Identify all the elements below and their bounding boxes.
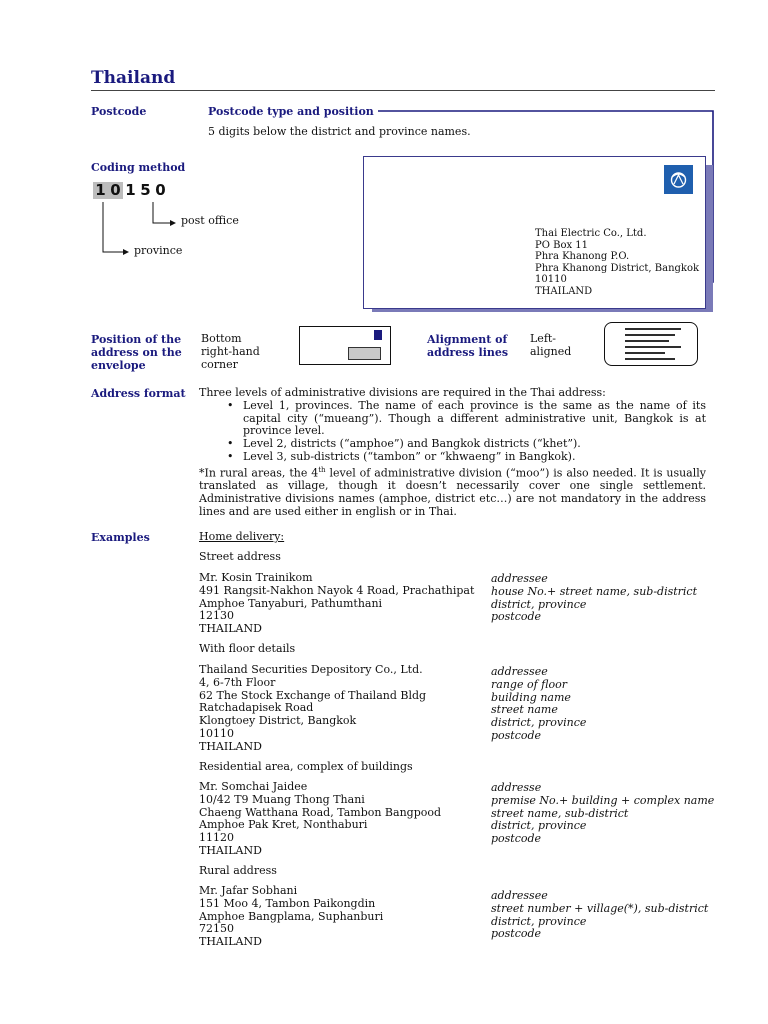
example-address-residential [199,781,441,858]
note-line: range of floor [491,677,567,691]
note-line: district, province [491,716,587,730]
alignment-value [530,333,571,359]
note-line: street number + village(*), sub-district [491,901,709,915]
position-label-line: envelope [91,359,146,372]
rural-note: *In rural areas, the 4th level of administrative division (“moo”) is also needed. It is usually translated as village, though it doesn’t necessarily cover one single settlement. Administrative divisions names (amphoe, district etc…) are not mandatory in the address lines and are used either in english or in Thai. [199,465,706,518]
address-line: Amphoe Pak Kret, Nonthaburi [199,818,368,832]
address-line: Mr. Jafar Sobhani [199,884,298,897]
digit-province-1: 1 [93,182,108,199]
example-heading-floor: With floor details [199,642,296,655]
address-line: Klongtoey District, Bangkok [199,714,357,728]
title-rule [91,90,715,91]
address-line: Amphoe Tanyaburi, Pathumthani [199,596,383,610]
province-label: province [134,244,183,257]
envelope-position-icon [299,326,391,365]
example-heading-street: Street address [199,550,281,563]
address-line: 491 Rangsit-Nakhon Nayok 4 Road, Prachathipat [199,583,475,597]
position-value [201,333,260,371]
alignment-icon [604,322,698,366]
left-align-lines-icon [605,323,697,365]
example-address-rural [199,885,383,949]
digit-office-1: 1 [125,181,136,199]
alignment-value-line: aligned [530,344,572,358]
address-format-intro: Three levels of administrative divisions are required in the Thai address: [199,386,606,399]
note-line: addressee [491,889,548,902]
example-address-street [199,572,474,636]
address-line: THAILAND [199,622,262,636]
note-line: postcode [491,728,542,742]
example-notes-street [491,573,697,624]
position-label [91,333,182,372]
note-line: street name [491,703,558,717]
address-line: THAILAND [199,935,262,949]
address-line: Ratchadapisek Road [199,701,314,715]
note-line: district, province [491,597,587,611]
example-notes-residential [491,782,714,846]
post-office-label: post office [181,214,239,227]
note-line: addressee [491,665,548,678]
note-line: street name, sub-district [491,806,629,820]
alignment-label-line: address lines [427,346,509,359]
note-line: postcode [491,832,542,846]
digit-province-2: 0 [108,182,123,199]
admin-level-item: • Level 3, sub-districts (“tambon” or “khwaeng” in Bangkok). [227,449,576,463]
position-value-line: Bottom [201,332,242,345]
envelope-address-block [535,228,699,298]
digit-office-2: 5 [140,181,151,199]
address-line: THAILAND [199,843,262,857]
address-line: Chaeng Watthana Road, Tambon Bangpood [199,805,442,819]
address-line: 12130 [199,609,234,623]
envelope-illustration [363,156,706,309]
example-heading-residential: Residential area, complex of buildings [199,760,413,773]
address-line: Amphoe Bangplama, Suphanburi [199,909,384,923]
note-line: postcode [491,927,542,941]
home-delivery-heading: Home delivery: [199,530,285,543]
position-label-line: Position of the [91,333,182,346]
example-notes-rural [491,890,708,941]
bullet-icon: • [227,437,234,451]
note-line: building name [491,690,571,704]
address-line: Thailand Securities Depository Co., Ltd. [199,663,423,676]
address-line: 151 Moo 4, Tambon Paikongdin [199,896,376,910]
alignment-value-line: Left- [530,332,557,345]
note-line: house No.+ street name, sub-district [491,584,698,598]
position-label-line: address on the [91,346,182,359]
digit-office-3: 0 [155,181,166,199]
admin-level-item: • Level 1, provinces. The name of each province is the same as the name of its capital city (“mueang”). Though a different administrative unit, Bangkok is at province level. [227,398,706,438]
envelope-address-line: Phra Khanong District, Bangkok [535,262,700,274]
address-line: Mr. Somchai Jaidee [199,780,308,793]
address-block-mark [348,347,381,360]
position-value-line: corner [201,357,238,371]
admin-level-item: • Level 2, districts (“amphoe”) and Bangkok districts (“khet”). [227,437,581,451]
note-line: district, province [491,819,587,833]
note-line: premise No.+ building + complex name [491,793,715,807]
address-line: 10/42 T9 Muang Thong Thani [199,792,365,806]
coding-method-label: Coding method [91,161,186,174]
address-line: 72150 [199,922,234,936]
address-format-label: Address format [91,387,186,400]
note-line: addressee [491,572,548,585]
bullet-icon: • [227,449,234,463]
address-format-body [199,387,706,519]
examples-label: Examples [91,531,150,544]
postcode-description: 5 digits below the district and province names. [208,125,471,138]
bullet-icon: • [227,398,234,412]
address-line: 11120 [199,831,234,845]
envelope-address-line: Thai Electric Co., Ltd. [535,228,647,239]
coding-digits [93,180,168,199]
alignment-label-line: Alignment of [427,333,508,346]
address-line: 4, 6-7th Floor [199,675,276,689]
envelope-address-line: Phra Khanong P.O. [535,251,630,263]
postcode-type-heading: Postcode type and position [208,105,374,118]
envelope-address-line: 10110 [535,274,567,286]
example-notes-floor [491,666,586,743]
note-line: addresse [491,781,542,794]
example-heading-rural: Rural address [199,864,277,877]
address-line: THAILAND [199,739,262,753]
note-line: postcode [491,610,542,624]
alignment-label [427,333,508,359]
envelope-address-line: PO Box 11 [535,239,589,251]
example-address-floor [199,664,426,754]
address-line: Mr. Kosin Trainikom [199,571,313,584]
envelope-address-line: THAILAND [535,285,593,297]
page-title: Thailand [91,68,176,88]
admin-levels-list [199,400,706,464]
upu-logo-icon [664,165,693,194]
postcode-label: Postcode [91,105,147,118]
address-line: 62 The Stock Exchange of Thailand Bldg [199,688,427,702]
address-line: 10110 [199,726,234,740]
note-line: district, province [491,914,587,928]
position-value-line: right-hand [201,344,260,358]
stamp-mark [374,330,382,340]
